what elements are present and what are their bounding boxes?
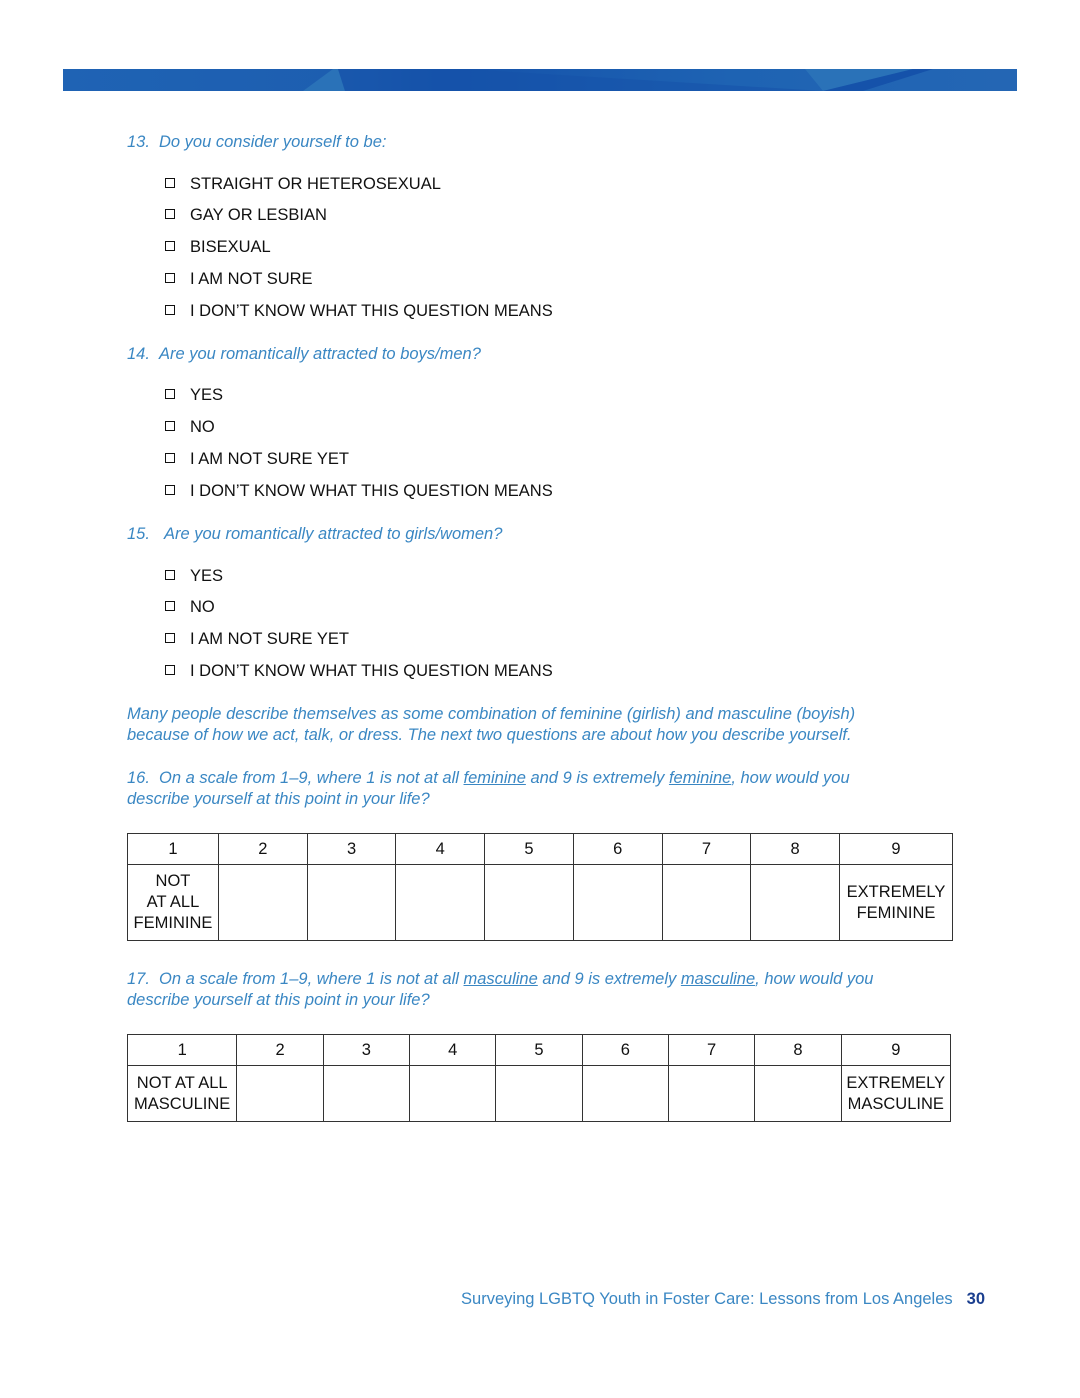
answer-cell-6[interactable] [573, 865, 662, 941]
scale-cell: 2 [237, 1035, 323, 1066]
high-label-cell[interactable]: EXTREMELY MASCULINE [841, 1066, 950, 1122]
option[interactable]: I AM NOT SURE YET [165, 450, 349, 469]
checkbox-icon[interactable] [165, 178, 175, 188]
scale-cell: 4 [396, 834, 485, 865]
question-14: 14. Are you romantically attracted to boys/men? [127, 345, 481, 363]
answer-cell-4[interactable] [396, 865, 485, 941]
option[interactable]: YES [165, 386, 223, 405]
option[interactable]: BISEXUAL [165, 238, 271, 257]
answer-cell-4[interactable] [410, 1066, 496, 1122]
option[interactable]: I DON’T KNOW WHAT THIS QUESTION MEANS [165, 482, 553, 501]
checkbox-icon[interactable] [165, 305, 175, 315]
scale-cell: 8 [751, 834, 840, 865]
scale-header-row [128, 1035, 951, 1066]
checkbox-icon[interactable] [165, 601, 175, 611]
scale-cell: 7 [668, 1035, 754, 1066]
option[interactable]: I AM NOT SURE YET [165, 630, 349, 649]
option[interactable]: NO [165, 598, 215, 617]
banner-decoration [63, 69, 1017, 91]
checkbox-icon[interactable] [165, 570, 175, 580]
answer-cell-5[interactable] [496, 1066, 582, 1122]
option[interactable]: I AM NOT SURE [165, 270, 313, 289]
header-banner [63, 69, 1017, 91]
question-17: 17. On a scale from 1–9, where 1 is not at all masculine and 9 is extremely masculine, how would you describe yourself at this point in your life? [127, 970, 874, 1009]
page-footer [461, 1290, 985, 1309]
scale-cell: 9 [841, 1035, 950, 1066]
page-number: 30 [966, 1290, 985, 1308]
scale-cell: 3 [307, 834, 396, 865]
answer-cell-7[interactable] [668, 1066, 754, 1122]
answer-cell-8[interactable] [751, 865, 840, 941]
scale-cell: 8 [755, 1035, 841, 1066]
question-15: 15. Are you romantically attracted to girls/women? [127, 525, 503, 543]
high-label-cell[interactable]: EXTREMELY FEMININE [839, 865, 952, 941]
scale-answer-row [128, 1066, 951, 1122]
checkbox-icon[interactable] [165, 389, 175, 399]
question-13: 13. Do you consider yourself to be: [127, 133, 387, 151]
answer-cell-8[interactable] [755, 1066, 841, 1122]
option[interactable]: I DON’T KNOW WHAT THIS QUESTION MEANS [165, 302, 553, 321]
scale-cell: 9 [839, 834, 952, 865]
option[interactable]: I DON’T KNOW WHAT THIS QUESTION MEANS [165, 662, 553, 681]
option[interactable]: GAY OR LESBIAN [165, 206, 327, 225]
low-label-cell[interactable]: NOT AT ALL FEMININE [128, 865, 219, 941]
scale-cell: 2 [218, 834, 307, 865]
scale-answer-row [128, 865, 953, 941]
scale-cell: 3 [323, 1035, 409, 1066]
scale-cell: 5 [485, 834, 574, 865]
checkbox-icon[interactable] [165, 241, 175, 251]
checkbox-icon[interactable] [165, 273, 175, 283]
checkbox-icon[interactable] [165, 633, 175, 643]
answer-cell-2[interactable] [237, 1066, 323, 1122]
intro-paragraph: Many people describe themselves as some combination of feminine (girlish) and masculine (boyish) because of how we act, talk, or dress. The next two questions are about how you describe yourself. [127, 705, 856, 744]
answer-cell-3[interactable] [323, 1066, 409, 1122]
checkbox-icon[interactable] [165, 485, 175, 495]
scale-cell: 7 [662, 834, 751, 865]
answer-cell-2[interactable] [218, 865, 307, 941]
answer-cell-5[interactable] [485, 865, 574, 941]
scale-cell: 1 [128, 1035, 237, 1066]
feminine-scale-table [127, 833, 953, 941]
option[interactable]: STRAIGHT OR HETEROSEXUAL [165, 175, 441, 194]
scale-cell: 4 [410, 1035, 496, 1066]
answer-cell-6[interactable] [582, 1066, 668, 1122]
option[interactable]: NO [165, 418, 215, 437]
masculine-scale-table [127, 1034, 951, 1122]
answer-cell-7[interactable] [662, 865, 751, 941]
option[interactable]: YES [165, 567, 223, 586]
question-16: 16. On a scale from 1–9, where 1 is not at all feminine and 9 is extremely feminine, how would you describe yourself at this point in your life? [127, 769, 850, 808]
checkbox-icon[interactable] [165, 665, 175, 675]
checkbox-icon[interactable] [165, 421, 175, 431]
footer-title: Surveying LGBTQ Youth in Foster Care: Lessons from Los Angeles [461, 1290, 953, 1308]
scale-cell: 1 [128, 834, 219, 865]
scale-header-row [128, 834, 953, 865]
low-label-cell[interactable]: NOT AT ALL MASCULINE [128, 1066, 237, 1122]
checkbox-icon[interactable] [165, 209, 175, 219]
scale-cell: 5 [496, 1035, 582, 1066]
answer-cell-3[interactable] [307, 865, 396, 941]
scale-cell: 6 [573, 834, 662, 865]
checkbox-icon[interactable] [165, 453, 175, 463]
scale-cell: 6 [582, 1035, 668, 1066]
